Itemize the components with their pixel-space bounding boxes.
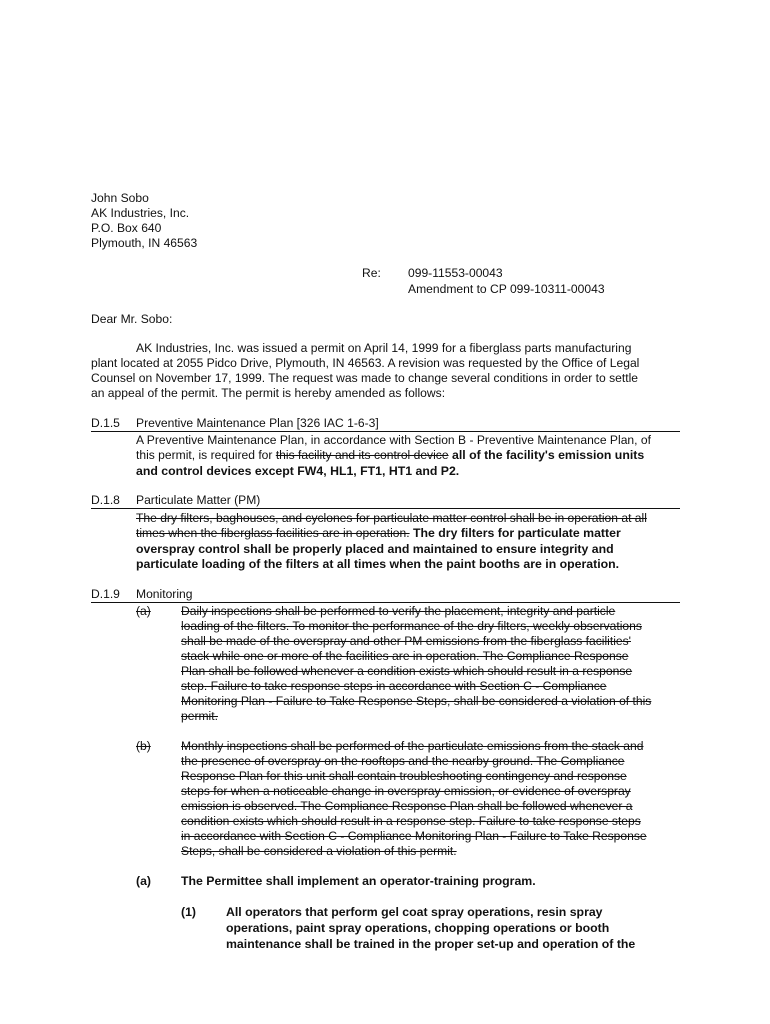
added-text: overspray control shall be properly placed and maintained to ensure integrity and xyxy=(136,542,614,556)
section-divider xyxy=(91,602,680,603)
intro-line: an appeal of the permit. The permit is hereby amended as follows: xyxy=(91,386,446,400)
d15-text: this permit, is required for xyxy=(136,448,276,462)
deleted-text: shall be made of the overspray and other PM emissions from the fiberglass facilities' xyxy=(181,634,631,648)
deleted-text: emission is observed. The Compliance Response Plan shall be followed whenever a xyxy=(181,799,633,813)
deleted-text: stack while one or more of the facilities are in operation. The Compliance Response xyxy=(181,649,629,663)
re-label: Re: xyxy=(362,266,381,280)
deleted-text: permit. xyxy=(181,709,218,723)
deleted-text: in accordance with Section C - Compliance Monitoring Plan - Failure to Take Response xyxy=(181,829,647,843)
recipient-po-box: P.O. Box 640 xyxy=(91,221,162,235)
recipient-city: Plymouth, IN 46563 xyxy=(91,236,198,250)
deleted-text: the presence of overspray on the rooftops and the nearby ground. The Compliance xyxy=(181,754,625,768)
added-text: and control devices except FW4, HL1, FT1, HT1 and P2. xyxy=(136,464,460,478)
section-title: Preventive Maintenance Plan [326 IAC 1-6-3] xyxy=(136,416,379,430)
added-text: maintenance shall be trained in the proper set-up and operation of the xyxy=(226,937,636,951)
salutation: Dear Mr. Sobo: xyxy=(91,312,173,326)
recipient-name: John Sobo xyxy=(91,191,149,205)
deleted-text: steps for when a noticeable change in overspray emission, or evidence of overspray xyxy=(181,784,631,798)
deleted-text: Daily inspections shall be performed to verify the placement, integrity and particle xyxy=(181,604,616,618)
deleted-item-label: (b) xyxy=(136,739,151,753)
deleted-text: Monthly inspections shall be performed of the particulate emissions from the stack and xyxy=(181,739,644,753)
recipient-company: AK Industries, Inc. xyxy=(91,206,190,220)
deleted-text: times when the fiberglass facilities are in operation. xyxy=(136,526,410,540)
deleted-item-label: (a) xyxy=(136,604,151,618)
added-text: All operators that perform gel coat spray operations, resin spray xyxy=(226,905,603,919)
intro-line: plant located at 2055 Pidco Drive, Plymouth, IN 46563. A revision was requested by the Office of Legal xyxy=(91,356,640,370)
d15-line xyxy=(136,448,644,463)
deleted-text: Response Plan for this unit shall contain troubleshooting contingency and response xyxy=(181,769,627,783)
section-divider xyxy=(91,508,680,509)
deleted-text: Monitoring Plan - Failure to Take Response Steps, shall be considered a violation of this xyxy=(181,694,652,708)
re-amendment: Amendment to CP 099-10311-00043 xyxy=(408,282,605,296)
intro-line: Counsel on November 17, 1999. The request was made to change several conditions in order to settle xyxy=(91,371,639,385)
deleted-text: condition exists which should result in a response step. Failure to take response steps xyxy=(181,814,641,828)
d18-line xyxy=(136,526,621,541)
section-title: Monitoring xyxy=(136,587,193,601)
section-divider xyxy=(91,431,680,432)
section-number: D.1.8 xyxy=(91,493,120,507)
added-text: The dry filters for particulate matter xyxy=(409,526,621,540)
deleted-text: The dry filters, baghouses, and cyclones for particulate matter control shall be in operation at all xyxy=(136,511,647,525)
deleted-text: loading of the filters. To monitor the performance of the dry filters, weekly observations xyxy=(181,619,642,633)
intro-line: AK Industries, Inc. was issued a permit on April 14, 1999 for a fiberglass parts manufacturing xyxy=(136,341,632,355)
section-title: Particulate Matter (PM) xyxy=(136,493,261,507)
re-permit-number: 099-11553-00043 xyxy=(408,266,503,280)
added-text: The Permittee shall implement an operator-training program. xyxy=(181,874,536,888)
section-number: D.1.9 xyxy=(91,587,120,601)
added-text: particulate loading of the filters at all times when the paint booths are in operation. xyxy=(136,557,620,571)
d15-line: A Preventive Maintenance Plan, in accordance with Section B - Preventive Maintenance Plan, of xyxy=(136,433,651,447)
deleted-text: Plan shall be followed whenever a condition exists which should result in a response xyxy=(181,664,633,678)
added-item-label: (a) xyxy=(136,874,152,888)
added-text: operations, paint spray operations, chopping operations or booth xyxy=(226,921,610,935)
deleted-text: step. Failure to take response steps in accordance with Section C - Compliance xyxy=(181,679,607,693)
added-text: all of the facility's emission units xyxy=(448,448,645,462)
deleted-text: Steps, shall be considered a violation of this permit. xyxy=(181,844,457,858)
deleted-text: this facility and its control device xyxy=(275,448,449,462)
added-item-label: (1) xyxy=(181,905,197,919)
section-number: D.1.5 xyxy=(91,416,120,430)
